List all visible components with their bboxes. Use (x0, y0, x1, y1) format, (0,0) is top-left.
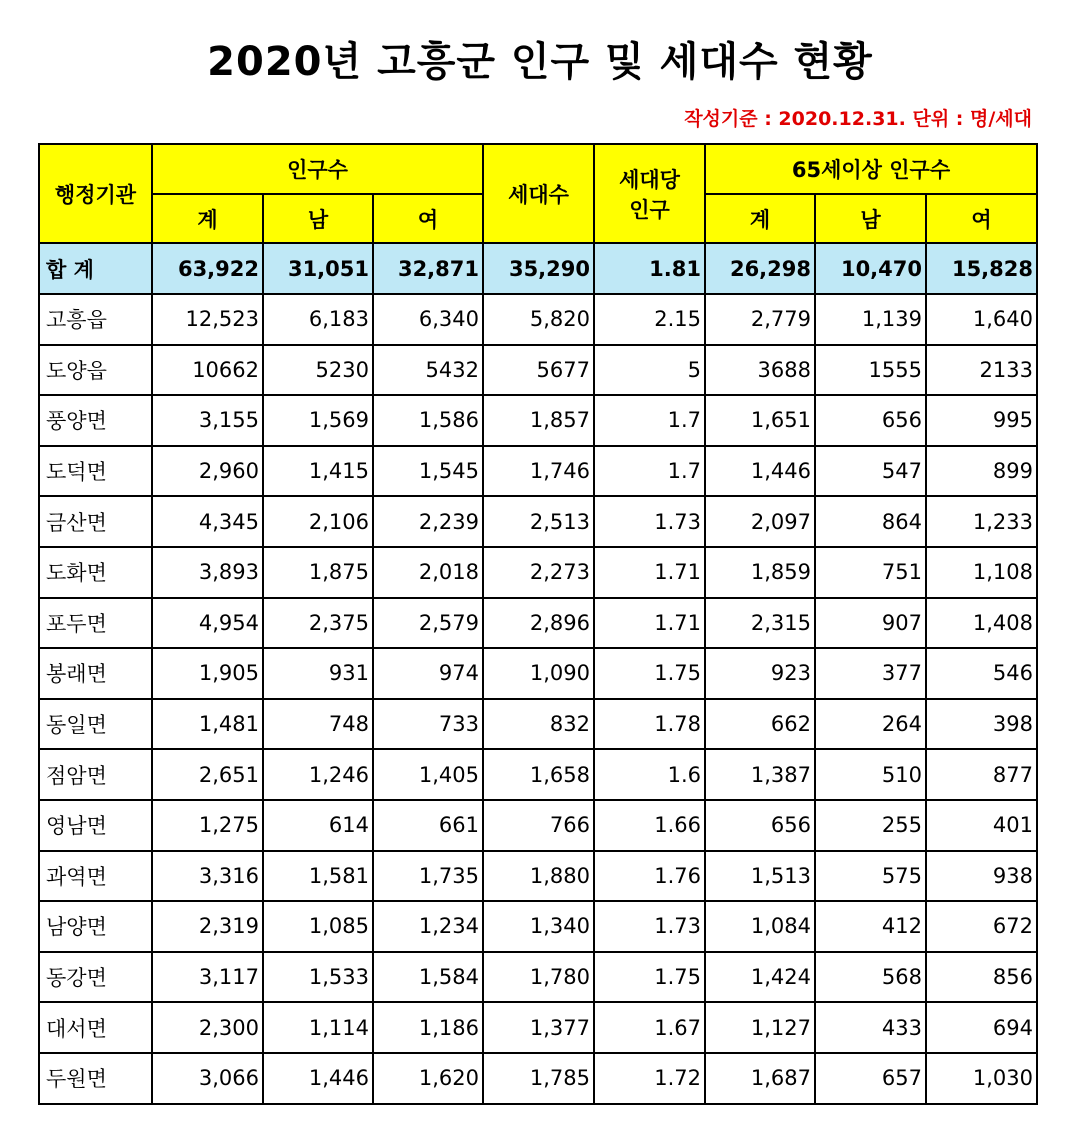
table-cell: 662 (705, 699, 815, 750)
header-per-household-line2: 인구 (629, 197, 670, 222)
table-cell: 2133 (926, 345, 1037, 396)
table-cell: 1.67 (594, 1002, 705, 1053)
table-cell: 568 (815, 952, 926, 1003)
table-cell: 5 (594, 345, 705, 396)
table-cell: 합 계 (39, 243, 152, 294)
table-cell: 856 (926, 952, 1037, 1003)
header-org: 행정기관 (39, 144, 152, 243)
table-cell: 657 (815, 1053, 926, 1104)
table-cell: 1,127 (705, 1002, 815, 1053)
header-pop-total: 계 (152, 194, 263, 243)
table-cell: 510 (815, 749, 926, 800)
table-row (39, 395, 1037, 446)
header-pop-female: 여 (373, 194, 483, 243)
table-cell: 931 (263, 648, 373, 699)
table-cell: 1,584 (373, 952, 483, 1003)
table-cell: 1,090 (483, 648, 594, 699)
table-cell: 31,051 (263, 243, 373, 294)
table-cell: 575 (815, 851, 926, 902)
table-cell: 656 (815, 395, 926, 446)
header-senior-male: 남 (815, 194, 926, 243)
table-cell: 401 (926, 800, 1037, 851)
table-cell: 1.66 (594, 800, 705, 851)
table-cell: 5677 (483, 345, 594, 396)
page-title: 2020년 고흥군 인구 및 세대수 현황 (207, 39, 873, 85)
table-row (39, 496, 1037, 547)
table-row (39, 800, 1037, 851)
table-cell: 1,446 (705, 446, 815, 497)
table-cell: 923 (705, 648, 815, 699)
table-cell: 864 (815, 496, 926, 547)
table-row (39, 547, 1037, 598)
table-cell: 694 (926, 1002, 1037, 1053)
table-cell: 877 (926, 749, 1037, 800)
table-cell: 733 (373, 699, 483, 750)
table-cell: 1,569 (263, 395, 373, 446)
table-row (39, 648, 1037, 699)
table-cell: 1.6 (594, 749, 705, 800)
table-cell: 2,896 (483, 598, 594, 649)
table-cell: 1,905 (152, 648, 263, 699)
table-row (39, 749, 1037, 800)
table-row (39, 1053, 1037, 1104)
table-cell: 2,960 (152, 446, 263, 497)
table-cell: 433 (815, 1002, 926, 1053)
region-name-cell: 도덕면 (39, 446, 152, 497)
table-cell: 1,030 (926, 1053, 1037, 1104)
table-cell: 751 (815, 547, 926, 598)
region-name-cell: 금산면 (39, 496, 152, 547)
table-cell: 1,640 (926, 294, 1037, 345)
table-row (39, 851, 1037, 902)
table-cell: 1.71 (594, 547, 705, 598)
table-cell: 4,345 (152, 496, 263, 547)
header-households: 세대수 (483, 144, 594, 243)
region-name-cell: 포두면 (39, 598, 152, 649)
table-cell: 5230 (263, 345, 373, 396)
table-cell: 35,290 (483, 243, 594, 294)
table-cell: 1,234 (373, 901, 483, 952)
table-cell: 6,340 (373, 294, 483, 345)
table-cell: 1,415 (263, 446, 373, 497)
table-row (39, 901, 1037, 952)
table-cell: 1,875 (263, 547, 373, 598)
table-cell: 2,779 (705, 294, 815, 345)
table-cell: 1,687 (705, 1053, 815, 1104)
table-cell: 1,424 (705, 952, 815, 1003)
table-cell: 255 (815, 800, 926, 851)
table-cell: 2,300 (152, 1002, 263, 1053)
table-cell: 10662 (152, 345, 263, 396)
header-per-household (594, 144, 705, 243)
header-senior-female: 여 (926, 194, 1037, 243)
table-cell: 26,298 (705, 243, 815, 294)
table-cell: 2,651 (152, 749, 263, 800)
table-cell: 3,117 (152, 952, 263, 1003)
table-cell: 1,581 (263, 851, 373, 902)
table-cell: 1,859 (705, 547, 815, 598)
table-cell: 412 (815, 901, 926, 952)
table-cell: 1,084 (705, 901, 815, 952)
table-cell: 1.76 (594, 851, 705, 902)
table-cell: 2,315 (705, 598, 815, 649)
table-cell: 2,097 (705, 496, 815, 547)
table-cell: 1,481 (152, 699, 263, 750)
table-cell: 1,108 (926, 547, 1037, 598)
table-cell: 1,658 (483, 749, 594, 800)
table-row (39, 446, 1037, 497)
table-cell: 12,523 (152, 294, 263, 345)
table-cell: 1,533 (263, 952, 373, 1003)
table-cell: 614 (263, 800, 373, 851)
table-cell: 398 (926, 699, 1037, 750)
table-cell: 2,579 (373, 598, 483, 649)
table-cell: 1.78 (594, 699, 705, 750)
table-cell: 2.15 (594, 294, 705, 345)
table-cell: 1,880 (483, 851, 594, 902)
table-cell: 1,233 (926, 496, 1037, 547)
header-pop-male: 남 (263, 194, 373, 243)
table-cell: 1.71 (594, 598, 705, 649)
table-cell: 1,651 (705, 395, 815, 446)
table-cell: 2,106 (263, 496, 373, 547)
table-cell: 1,139 (815, 294, 926, 345)
table-cell: 1,340 (483, 901, 594, 952)
table-cell: 5,820 (483, 294, 594, 345)
population-table (38, 143, 1038, 1105)
header-senior-total: 계 (705, 194, 815, 243)
table-cell: 1,785 (483, 1053, 594, 1104)
table-cell: 2,375 (263, 598, 373, 649)
table-cell: 899 (926, 446, 1037, 497)
region-name-cell: 고흥읍 (39, 294, 152, 345)
table-cell: 656 (705, 800, 815, 851)
header-senior: 65세이상 인구수 (705, 144, 1037, 194)
header-population: 인구수 (152, 144, 483, 194)
table-cell: 1.73 (594, 496, 705, 547)
table-cell: 6,183 (263, 294, 373, 345)
table-cell: 1.72 (594, 1053, 705, 1104)
table-cell: 1.81 (594, 243, 705, 294)
table-cell: 1.75 (594, 648, 705, 699)
table-cell: 1,408 (926, 598, 1037, 649)
region-name-cell: 동강면 (39, 952, 152, 1003)
reference-note: 작성기준 : 2020.12.31. 단위 : 명/세대 (684, 108, 1032, 130)
region-name-cell: 풍양면 (39, 395, 152, 446)
table-cell: 63,922 (152, 243, 263, 294)
table-cell: 3,316 (152, 851, 263, 902)
table-cell: 1,246 (263, 749, 373, 800)
table-cell: 32,871 (373, 243, 483, 294)
table-cell: 1,446 (263, 1053, 373, 1104)
table-cell: 546 (926, 648, 1037, 699)
table-row (39, 598, 1037, 649)
table-cell: 1,387 (705, 749, 815, 800)
table-cell: 1,275 (152, 800, 263, 851)
region-name-cell: 남양면 (39, 901, 152, 952)
table-cell: 907 (815, 598, 926, 649)
table-cell: 1,620 (373, 1053, 483, 1104)
table-cell: 1.75 (594, 952, 705, 1003)
table-cell: 1.7 (594, 395, 705, 446)
table-row (39, 952, 1037, 1003)
table-cell: 1,513 (705, 851, 815, 902)
table-cell: 15,828 (926, 243, 1037, 294)
table-cell: 1.7 (594, 446, 705, 497)
table-cell: 377 (815, 648, 926, 699)
table-cell: 938 (926, 851, 1037, 902)
region-name-cell: 봉래면 (39, 648, 152, 699)
table-cell: 974 (373, 648, 483, 699)
table-cell: 2,319 (152, 901, 263, 952)
table-cell: 3,893 (152, 547, 263, 598)
table-row (39, 345, 1037, 396)
table-row (39, 1002, 1037, 1053)
table-cell: 672 (926, 901, 1037, 952)
table-cell: 766 (483, 800, 594, 851)
table-cell: 5432 (373, 345, 483, 396)
region-name-cell: 과역면 (39, 851, 152, 902)
table-cell: 1,114 (263, 1002, 373, 1053)
table-cell: 832 (483, 699, 594, 750)
table-cell: 1,405 (373, 749, 483, 800)
table-cell: 3688 (705, 345, 815, 396)
table-cell: 1,857 (483, 395, 594, 446)
table-cell: 995 (926, 395, 1037, 446)
table-cell: 1,085 (263, 901, 373, 952)
region-name-cell: 도양읍 (39, 345, 152, 396)
table-cell: 10,470 (815, 243, 926, 294)
table-cell: 1.73 (594, 901, 705, 952)
table-cell: 2,513 (483, 496, 594, 547)
table-cell: 264 (815, 699, 926, 750)
table-cell: 2,239 (373, 496, 483, 547)
table-cell: 547 (815, 446, 926, 497)
table-cell: 1,746 (483, 446, 594, 497)
table-cell: 1,377 (483, 1002, 594, 1053)
table-cell: 2,018 (373, 547, 483, 598)
table-cell: 1,186 (373, 1002, 483, 1053)
region-name-cell: 동일면 (39, 699, 152, 750)
table-cell: 748 (263, 699, 373, 750)
table-cell: 661 (373, 800, 483, 851)
region-name-cell: 도화면 (39, 547, 152, 598)
total-row (39, 243, 1037, 294)
table-cell: 3,066 (152, 1053, 263, 1104)
table-cell: 1,780 (483, 952, 594, 1003)
table-cell: 4,954 (152, 598, 263, 649)
table-cell: 2,273 (483, 547, 594, 598)
table-cell: 1,735 (373, 851, 483, 902)
region-name-cell: 두원면 (39, 1053, 152, 1104)
table-cell: 1555 (815, 345, 926, 396)
table-cell: 1,586 (373, 395, 483, 446)
table-row (39, 294, 1037, 345)
header-per-household-line1: 세대당 (619, 167, 680, 192)
table-cell: 3,155 (152, 395, 263, 446)
table-row (39, 699, 1037, 750)
region-name-cell: 점암면 (39, 749, 152, 800)
table-cell: 1,545 (373, 446, 483, 497)
region-name-cell: 대서면 (39, 1002, 152, 1053)
region-name-cell: 영남면 (39, 800, 152, 851)
table-body (39, 243, 1037, 1104)
